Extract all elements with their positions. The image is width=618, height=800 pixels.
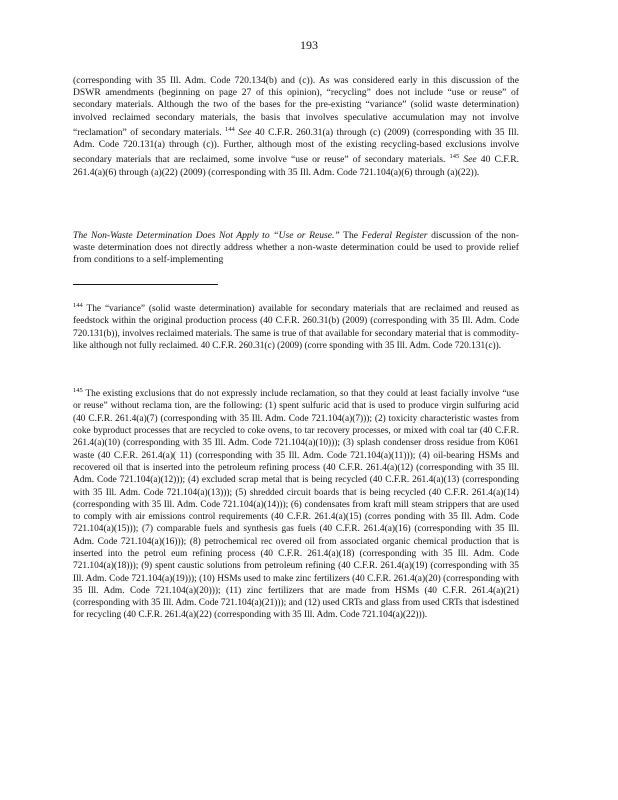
main-paragraph-text-1: (corresponding with 35 Ill. Adm. Code 720.134(b) and (c)). As was considered early in this discussion of the DSWR amendments (beginning on page 27 of this opinion), “recycling” does not include “use or reuse” of secondary materials. Although the two of the bases for the pre-existing “variance” (solid waste determination) involved reclaimed secondary materials, the basis that involves speculative accumulation may not involve “reclamation” of secondary materials. <box>73 75 519 138</box>
page-number: 193 <box>300 38 318 52</box>
main-paragraph-text-3: 40 C.F.R. 261.4(a)(6) through (a)(22) (2009) (corresponding with 35 Ill. Adm. Code 721.104(a)(6) through (a)(22)). <box>73 154 520 178</box>
federal-register-title: Federal Register <box>361 230 428 241</box>
footnote-reference-145[interactable]: 145 <box>449 153 460 161</box>
footnote-text: The existing exclusions that do not expressly include reclamation, so that they could at least facially involve “use or reuse” without reclama tion, are the following: (1) spent sulfuric acid that is used to produce virgin sulfuring acid (40 C.F.R. 261.4(a)(7) (corresponding with 35 Ill. Adm. Code 721.104(a)(7))); (2) toxicity characteristic wastes from coke byproduct processes that are recycled to coke ovens, to tar recovery processes, or mixed with coal tar (40 C.F.R. 261.4(a)(10) (corresponding with 35 Ill. Adm. Code 721.104(a)(10))); (3) splash condenser dross residue from K061 waste (40 C.F.R. 261.4(a)( 11) (corresponding with 35 Ill. Adm. Code 721.104(a)(11))); (4) oil-bearing HSMs and recovered oil that is inserted into the petroleum refining process (40 C.F.R. 261.4(a)(12) (corresponding with 35 Ill. Adm. Code 721.104(a)(12))); (4) excluded scrap metal that is being recycled (40 C.F.R. 261.4(a)(13) (corresponding with 35 Ill. Adm. Code 721.104(a)(13))); (5) shredded circuit boards that is being recycled (40 C.F.R. 261.4(a)(14) (corresponding with 35 Ill. Adm. Code 721.104(a)(14))); (6) condensates from kraft mill steam strippers that are used to comply with air emissions control requirements (40 C.F.R. 261.4(a)(15) (corres ponding with 35 Ill. Adm. Code 721.104(a)(15))); (7) comparable fuels and synthesis gas fuels (40 C.F.R. 261.4(a)(16) (corresponding with 35 Ill. Adm. Code 721.104(a)(16))); (8) petrochemical rec overed oil from associated organic chemical production that is inserted into the petrol eum refining process (40 C.F.R. 261.4(a)(18) (corresponding with 35 Ill. Adm. Code 721.104(a)(18))); (9) spent caustic solutions from petroleum refining (40 C.F.R. 261.4(a)(19) (corresponding with 35 Ill. Adm. Code 721.104(a)(19))); (10) HSMs used to make zinc fertilizers (40 C.F.R. 261.4(a)(20) (corresponding with 35 Ill. Adm. Code 721.104(a)(20))); (11) zinc fertilizers that are made from HSMs (40 C.F.R. 261.4(a)(21) (corresponding with 35 Ill. Adm. Code 721.104(a)(21))); and (12) used CRTs and glass from used CRTs that isdestined for recycling (40 C.F.R. 261.4(a)(22) (corresponding with 35 Ill. Adm. Code 721.104(a)(22))). <box>73 389 519 621</box>
footnote-mark: 144 <box>73 302 83 309</box>
section-paragraph <box>73 230 519 267</box>
section-heading: The Non-Waste Determination Does Not Apply to “Use or Reuse.” <box>73 230 340 241</box>
footnote-mark: 145 <box>73 387 83 394</box>
section-paragraph-text: discussion of the non-waste determination does not directly address whether a non-waste determination could be used to provide relief from conditions to a self-implementing <box>73 230 520 266</box>
footnote-145 <box>73 385 519 622</box>
footnote-text: The “variance” (solid waste determination) available for secondary materials that are reclaimed and reused as feedstock within the original production process (40 C.F.R. 260.31(b) (2009) (corresponding with 35 Ill. Adm. Code 720.131(b)), involves reclaimed materials. The same is true of that available for secondary material that is commodity-like although not fully reclaimed. 40 C.F.R. 260.31(c) (2009) (corre sponding with 35 Ill. Adm. Code 720.131(c)). <box>73 304 519 352</box>
main-paragraph-text-2: 40 C.F.R. 260.31(a) through (c) (2009) (corresponding with 35 Ill. Adm. Code 720.131(a) through (c)). Further, although most of the existing recycling-based exclusions involve secondary materials that are reclaimed, some involve “use or reuse” of secondary materials. <box>73 127 519 166</box>
main-paragraph <box>73 75 519 179</box>
footnote-reference-144[interactable]: 144 <box>225 125 235 133</box>
see-signal: See <box>238 127 252 138</box>
footnote-separator <box>73 284 218 285</box>
footnote-144 <box>73 300 519 352</box>
see-signal: See <box>463 154 477 166</box>
section-lead-word: The <box>343 230 359 241</box>
